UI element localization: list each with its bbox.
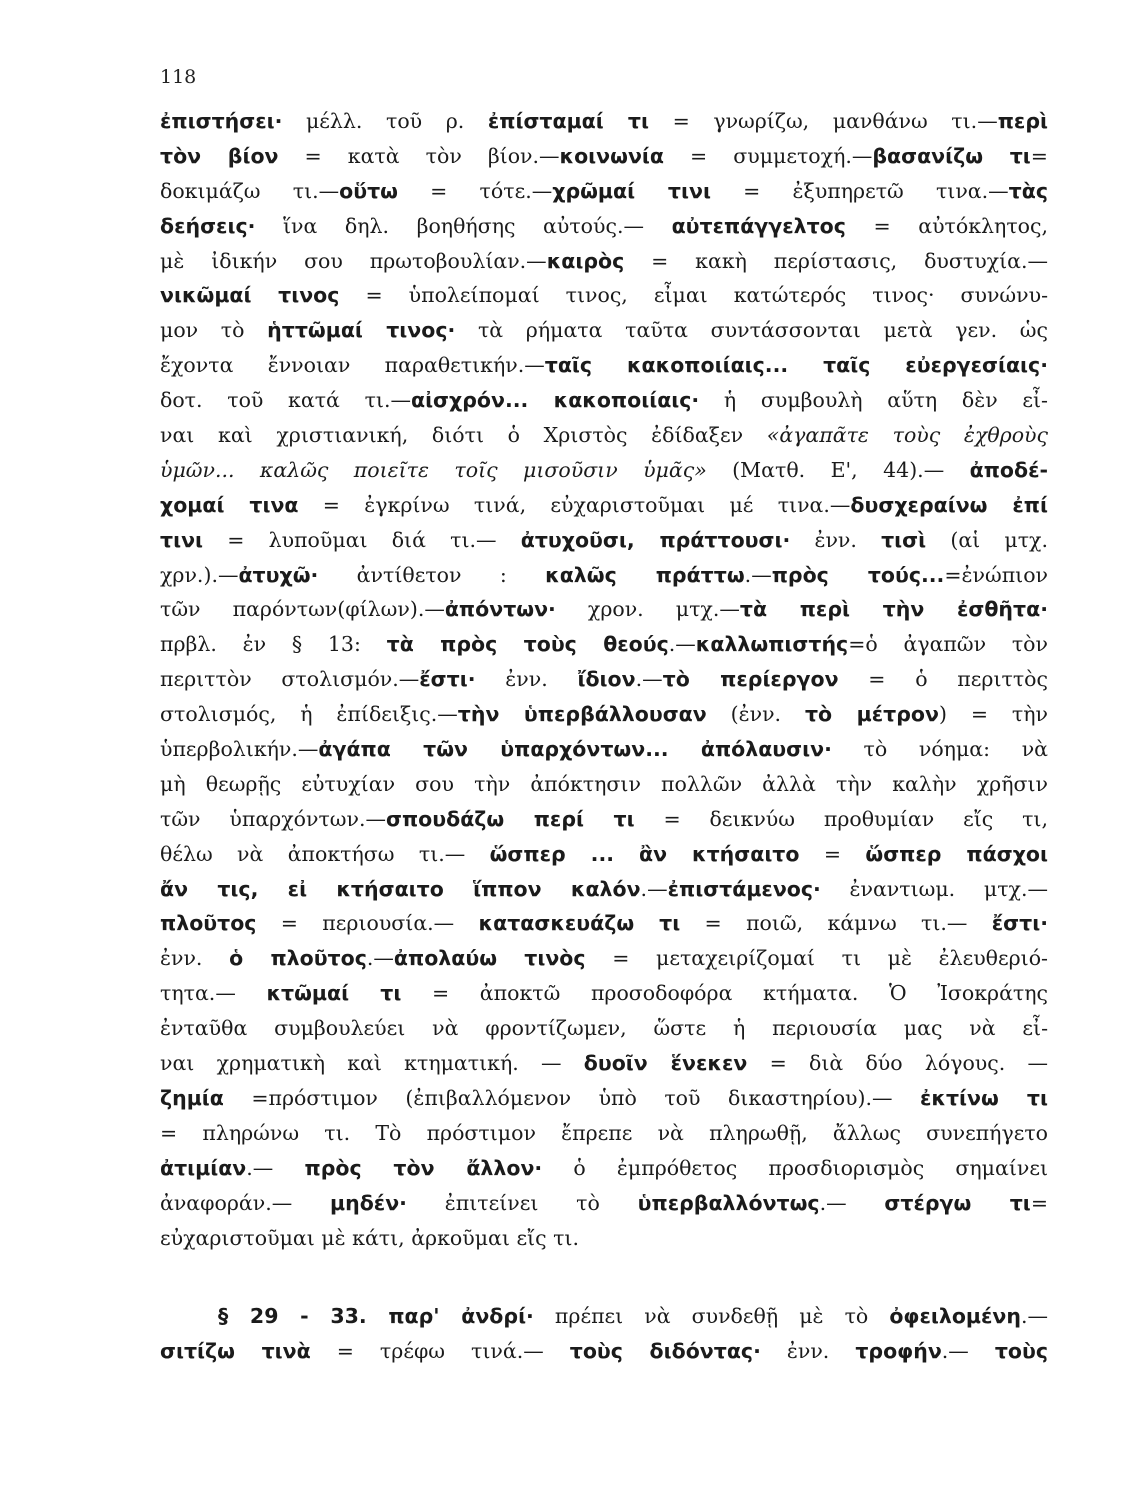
- bold-term: τὰς: [1008, 178, 1048, 203]
- gloss-text: (Ματθ. Ε', 44).—: [706, 457, 970, 482]
- gloss-text: =ἐνώπιον: [944, 562, 1048, 587]
- gloss-text: .—: [1020, 1304, 1048, 1329]
- gloss-text: = μεταχειρίζομαί τι μὲ ἐλευθεριό-: [585, 946, 1048, 971]
- gloss-text: =ὁ ἀγαπῶν τὸν: [848, 632, 1048, 657]
- bold-term: τὰ πρὸς τοὺς θεούς: [386, 632, 669, 657]
- gloss-text: (αἱ μτχ.: [926, 527, 1048, 552]
- gloss-text: .—: [744, 562, 772, 587]
- bold-term: ἐπιστήσει·: [160, 109, 283, 133]
- gloss-text: =: [1030, 143, 1048, 168]
- text-line: [160, 592, 1048, 627]
- bold-term: ὑπερβαλλόντως: [637, 1190, 820, 1215]
- gloss-text: =: [799, 841, 866, 866]
- gloss-text: ἐπιτείνει τὸ: [406, 1190, 638, 1215]
- gloss-text: =: [1030, 1190, 1048, 1215]
- gloss-text: περιττὸν στολισμόν.—: [160, 667, 420, 692]
- gloss-text: .—: [635, 667, 663, 692]
- bold-term: κτῶμαί τι: [266, 981, 402, 1006]
- bold-term: ἀτυχοῦσι, πράττουσι·: [520, 527, 791, 552]
- bold-term: ἐκτίνω τι: [920, 1085, 1048, 1110]
- bold-term: τινι: [160, 527, 204, 552]
- gloss-text: τὰ ρήματα ταῦτα συντάσσονται μετὰ γεν. ὡς: [455, 318, 1048, 343]
- bold-term: ἐπίσταμαί τι: [487, 109, 650, 133]
- gloss-text: ἐναντιωμ. μτχ.—: [820, 876, 1048, 901]
- text-line: [160, 976, 1048, 1011]
- gloss-text: τῶν παρόντων(φίλων).—: [160, 597, 445, 622]
- gloss-text: ἀντίθετον :: [318, 562, 546, 587]
- bold-term: πρὸς τὸν ἄλλον·: [304, 1155, 543, 1180]
- gloss-text: ὁ ἐμπρόθετος προσδιορισμὸς σημαίνει: [542, 1155, 1048, 1180]
- bold-term: τὴν ὑπερβάλλουσαν: [457, 702, 707, 727]
- gloss-text: τὸ νόημα: νὰ: [831, 737, 1048, 762]
- gloss-text: ἐνν.: [475, 667, 578, 692]
- bold-term: ἐπιστάμενος·: [667, 876, 821, 901]
- bold-term: δυσχεραίνω ἐπί: [850, 492, 1048, 517]
- gloss-text: στολισμός, ἡ ἐπίδειξις.—: [160, 702, 458, 727]
- paragraph-gap: [160, 1255, 1048, 1299]
- bold-term: § 29 - 33. παρ' ἀνδρί·: [218, 1304, 534, 1329]
- gloss-text: = ὑπολείπομαί τινος, εἶμαι κατώτερός τινος· συνώνυ-: [339, 283, 1048, 308]
- bold-term: ζημία: [160, 1085, 224, 1110]
- text-line: [160, 1334, 1048, 1369]
- text-line: [160, 278, 1048, 313]
- gloss-text: ναι καὶ χριστιανική, διότι ὁ Χριστὸς ἐδίδαξεν: [160, 423, 767, 448]
- gloss-text: .—: [668, 632, 696, 657]
- gloss-text: .—: [819, 1190, 885, 1215]
- bold-term: ἴδιον: [577, 667, 636, 692]
- bold-term: ταῖς κακοποιίαις... ταῖς εὐεργεσίαις·: [544, 353, 1048, 378]
- gloss-text: τητα.—: [160, 981, 267, 1006]
- commentary-text: [160, 104, 1048, 1369]
- text-line: [160, 1116, 1048, 1151]
- text-line: [160, 872, 1048, 907]
- gloss-text: μον τὸ: [160, 318, 268, 343]
- italic-quote: «ἀγαπᾶτε τοὺς ἐχθροὺς: [766, 423, 1048, 448]
- gloss-text: .—: [941, 1339, 995, 1364]
- bold-term: νικῶμαί τινος: [160, 283, 340, 308]
- bold-term: τισὶ: [881, 527, 927, 552]
- gloss-text: = τότε.—: [397, 178, 553, 203]
- gloss-text: = περιουσία.—: [256, 911, 479, 936]
- gloss-text: δοκιμάζω τι.—: [160, 178, 340, 203]
- bold-term: κοινωνία: [559, 143, 664, 168]
- text-line: [160, 383, 1048, 418]
- text-line: [160, 1299, 1048, 1334]
- bold-term: κατασκευάζω τι: [478, 911, 681, 936]
- gloss-text: θέλω νὰ ἀποκτήσω τι.—: [160, 841, 490, 866]
- bold-term: ἀγάπα τῶν ὑπαρχόντων... ἀπόλαυσιν·: [318, 737, 832, 762]
- bold-term: οὕτω: [339, 178, 398, 203]
- bold-term: τοὺς διδόντας·: [569, 1339, 761, 1364]
- gloss-text: εὐχαριστοῦμαι μὲ κάτι, ἀρκοῦμαι εἴς τι.: [160, 1225, 579, 1250]
- bold-term: τὸ μέτρον: [804, 702, 939, 727]
- gloss-text: = ἀποκτῶ προσοδοφόρα κτήματα. Ὁ Ἰσοκράτης: [401, 981, 1048, 1006]
- text-line: [160, 174, 1048, 209]
- gloss-text: = συμμετοχή.—: [663, 143, 873, 168]
- gloss-text: ἐνν.: [790, 527, 882, 552]
- text-line: [160, 732, 1048, 767]
- gloss-text: ἐνν.: [160, 946, 230, 971]
- text-line: [160, 941, 1048, 976]
- text-line: [160, 558, 1048, 593]
- gloss-text: .—: [246, 1155, 305, 1180]
- page-number: 118: [160, 66, 197, 88]
- bold-term: ἔστι·: [991, 911, 1048, 936]
- gloss-text: = ἐγκρίνω τινά, εὐχαριστοῦμαι μέ τινα.—: [298, 492, 851, 517]
- gloss-text: = πληρώνω τι. Τὸ πρόστιμον ἔπρεπε νὰ πληρωθῇ, ἄλλως συνεπήγετο: [160, 1120, 1048, 1145]
- gloss-text: = λυποῦμαι διά τι.—: [203, 527, 521, 552]
- gloss-text: = κακὴ περίστασις, δυστυχία.—: [624, 248, 1048, 273]
- gloss-text: ) = τὴν: [938, 702, 1048, 727]
- gloss-text: ἐνταῦθα συμβουλεύει νὰ φροντίζωμεν, ὥστε ἡ περιουσία μας νὰ εἶ-: [160, 1016, 1048, 1041]
- gloss-text: = γνωρίζω, μανθάνω τι.—: [649, 109, 998, 133]
- text-line: [160, 1046, 1048, 1081]
- commentary-paragraph-1: [160, 104, 1048, 1255]
- bold-term: δυοῖν ἕνεκεν: [583, 1051, 748, 1076]
- gloss-text: = τρέφω τινά.—: [310, 1339, 570, 1364]
- bold-term: ἔστι·: [419, 667, 476, 692]
- bold-term: ὁ πλοῦτος: [229, 946, 367, 971]
- bold-term: ὀφειλομένη: [889, 1304, 1021, 1329]
- text-line: [160, 767, 1048, 802]
- bold-term: ἀπόντων·: [444, 597, 556, 622]
- text-line: [160, 802, 1048, 837]
- bold-term: αὐτεπάγγελτος: [671, 213, 846, 238]
- bold-term: ἀτιμίαν: [160, 1155, 247, 1180]
- gloss-text: τῶν ὑπαρχόντων.—: [160, 806, 386, 831]
- text-line: [160, 627, 1048, 662]
- bold-term: χρῶμαί τινι: [552, 178, 711, 203]
- bold-term: ἀποδέ-: [969, 457, 1048, 482]
- text-line: [160, 906, 1048, 941]
- text-line: [160, 523, 1048, 558]
- gloss-text: =πρόστιμον (ἐπιβαλλόμενον ὑπὸ τοῦ δικαστηρίου).—: [223, 1085, 920, 1110]
- text-line: [160, 244, 1048, 279]
- bold-term: ἀπολαύω τινὸς: [393, 946, 586, 971]
- bold-term: δεήσεις·: [160, 213, 256, 238]
- text-line: [160, 104, 1048, 139]
- bold-term: μηδέν·: [330, 1190, 407, 1215]
- gloss-text: ἔχοντα ἔννοιαν παραθετικήν.—: [160, 353, 545, 378]
- bold-term: τοὺς: [994, 1339, 1048, 1364]
- gloss-text: ναι χρηματικὴ καὶ κτηματική. —: [160, 1051, 584, 1076]
- gloss-text: πρέπει νὰ συνδεθῇ μὲ τὸ: [533, 1304, 890, 1329]
- text-line: [160, 662, 1048, 697]
- text-line: [160, 1221, 1048, 1256]
- text-line: [160, 1081, 1048, 1116]
- bold-term: καλλωπιστής: [695, 632, 849, 657]
- gloss-text: .—: [640, 876, 668, 901]
- bold-term: καλῶς πράττω: [545, 562, 745, 587]
- gloss-text: .—: [366, 946, 394, 971]
- gloss-text: χρον. μτχ.—: [555, 597, 740, 622]
- text-line: [160, 837, 1048, 872]
- text-line: [160, 418, 1048, 453]
- bold-term: πρὸς τούς...: [771, 562, 945, 587]
- gloss-text: ἐνν.: [760, 1339, 856, 1364]
- bold-term: σιτίζω τινὰ: [160, 1339, 311, 1364]
- gloss-text: ἵνα δηλ. βοηθήσης αὐτούς.—: [255, 213, 672, 238]
- gloss-text: μὲ ἰδικήν σου πρωτοβουλίαν.—: [160, 248, 547, 273]
- bold-term: πλοῦτος: [160, 911, 257, 936]
- gloss-text: = ποιῶ, κάμνω τι.—: [680, 911, 992, 936]
- bold-term: ἀτυχῶ·: [238, 562, 319, 587]
- gloss-text: μέλλ. τοῦ ρ.: [282, 109, 488, 133]
- text-line: [160, 139, 1048, 174]
- text-line: [160, 488, 1048, 523]
- bold-term: ὥσπερ ... ἂν κτήσαιτο: [489, 841, 800, 866]
- gloss-text: μὴ θεωρῇς εὐτυχίαν σου τὴν ἀπόκτησιν πολλῶν ἀλλὰ τὴν καλὴν χρῆσιν: [160, 771, 1048, 796]
- bold-term: σπουδάζω περί τι: [386, 806, 635, 831]
- bold-term: χομαί τινα: [160, 492, 299, 517]
- bold-term: τὰ περὶ τὴν ἐσθῆτα·: [739, 597, 1048, 622]
- bold-term: αἰσχρόν... κακοποιίαις·: [410, 388, 700, 413]
- bold-term: τὸν βίον: [160, 143, 279, 168]
- gloss-text: = διὰ δύο λόγους. —: [747, 1051, 1048, 1076]
- bold-term: βασανίζω τι: [872, 143, 1031, 168]
- gloss-text: = ἐξυπηρετῶ τινα.—: [710, 178, 1009, 203]
- italic-quote: ὑμῶν... καλῶς ποιεῖτε τοῖς μισοῦσιν ὑμᾶς»: [160, 457, 707, 482]
- text-line: [160, 313, 1048, 348]
- text-line: [160, 348, 1048, 383]
- bold-term: ἄν τις, εἰ κτήσαιτο ἵππον καλόν: [160, 876, 641, 901]
- bold-term: ἡττῶμαί τινος·: [267, 318, 456, 343]
- gloss-text: ἀναφοράν.—: [160, 1190, 331, 1215]
- text-line: [160, 1151, 1048, 1186]
- bold-term: τὸ περίεργον: [662, 667, 839, 692]
- bold-term: στέργω τι: [884, 1190, 1031, 1215]
- gloss-text: = δεικνύω προθυμίαν εἴς τι,: [634, 806, 1048, 831]
- gloss-text: = αὐτόκλητος,: [845, 213, 1048, 238]
- text-line: [160, 453, 1048, 488]
- bold-term: περὶ: [997, 109, 1048, 133]
- text-line: [160, 1186, 1048, 1221]
- gloss-text: ὑπερβολικήν.—: [160, 737, 319, 762]
- bold-term: τροφήν: [855, 1339, 942, 1364]
- gloss-text: χρν.).—: [160, 562, 239, 587]
- gloss-text: δοτ. τοῦ κατά τι.—: [160, 388, 411, 413]
- gloss-text: ἡ συμβουλὴ αὕτη δὲν εἶ-: [699, 388, 1048, 413]
- gloss-text: (ἐνν.: [706, 702, 805, 727]
- gloss-text: = ὁ περιττὸς: [838, 667, 1048, 692]
- commentary-paragraph-2: [160, 1299, 1048, 1369]
- gloss-text: πρβλ. ἐν § 13:: [160, 632, 387, 657]
- text-line: [160, 1011, 1048, 1046]
- gloss-text: = κατὰ τὸν βίον.—: [278, 143, 560, 168]
- bold-term: ὥσπερ πάσχοι: [865, 841, 1048, 866]
- text-line: [160, 209, 1048, 244]
- text-line: [160, 697, 1048, 732]
- bold-term: καιρὸς: [546, 248, 625, 273]
